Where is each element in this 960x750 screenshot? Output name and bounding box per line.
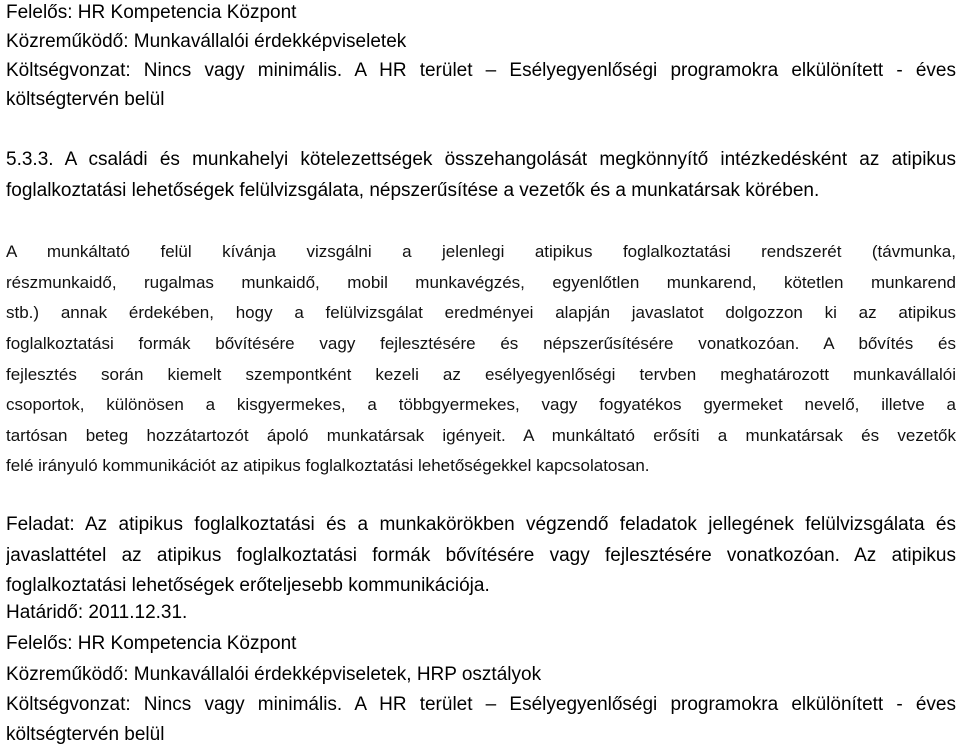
paragraph-line: felé irányuló kommunikációt az atipikus foglalkoztatási lehetőségekkel kapcsolatosan. — [6, 456, 650, 475]
paragraph-line: foglalkoztatási formák bővítésére vagy fejlesztésére és népszerűsítésére vonatkozóan. A bővítés és — [6, 334, 956, 353]
contributor-line: Közreműködő: Munkavállalói érdekképviseletek — [6, 31, 407, 52]
cost-line-continuation: költségtervén belül — [6, 89, 165, 110]
cost-line: Költségvonzat: Nincs vagy minimális. A HR terület – Esélyegyenlőségi programokra elkülönített - éves — [6, 694, 956, 715]
cost-line: Költségvonzat: Nincs vagy minimális. A HR terület – Esélyegyenlőségi programokra elkülönített - éves — [6, 60, 956, 81]
paragraph-line: részmunkaidő, rugalmas munkaidő, mobil munkavégzés, egyenlőtlen munkarend, kötetlen munkarend — [6, 273, 956, 292]
paragraph-line: tartósan beteg hozzátartozót ápoló munkatársak igényeit. A munkáltató erősíti a munkatársak és vezetők — [6, 426, 956, 445]
cost-line-continuation: költségtervén belül — [6, 724, 165, 745]
responsible-line: Felelős: HR Kompetencia Központ — [6, 2, 297, 23]
paragraph-line: A munkáltató felül kívánja vizsgálni a jelenlegi atipikus foglalkoztatási rendszerét (távmunka, — [6, 242, 956, 261]
responsible-line: Felelős: HR Kompetencia Központ — [6, 633, 297, 654]
section-heading: 5.3.3. A családi és munkahelyi kötelezettségek összehangolását megkönnyítő intézkedésként az atipikus — [6, 149, 956, 170]
paragraph-line: fejlesztés során kiemelt szempontként kezeli az esélyegyenlőségi tervben meghatározott munkavállalói — [6, 365, 956, 384]
contributor-line: Közreműködő: Munkavállalói érdekképviseletek, HRP osztályok — [6, 664, 542, 685]
section-heading-continuation: foglalkoztatási lehetőségek felülvizsgálata, népszerűsítése a vezetők és a munkatársak körében. — [6, 180, 820, 201]
task-line: Feladat: Az atipikus foglalkoztatási és a munkakörökben végzendő feladatok jellegének felülvizsgálata és — [6, 514, 956, 535]
task-line: foglalkoztatási lehetőségek erőteljesebb kommunikációja. — [6, 575, 490, 596]
paragraph-line: csoportok, különösen a kisgyermekes, a többgyermekes, vagy fogyatékos gyermeket nevelő, illetve a — [6, 395, 956, 414]
deadline-line: Határidő: 2011.12.31. — [6, 602, 188, 623]
paragraph-line: stb.) annak érdekében, hogy a felülvizsgálat eredményei alapján javaslatot dolgozzon ki az atipikus — [6, 303, 956, 322]
task-line: javaslattétel az atipikus foglalkoztatási formák bővítésére vagy fejlesztésére vonatkozóan. Az atipikus — [6, 545, 956, 566]
